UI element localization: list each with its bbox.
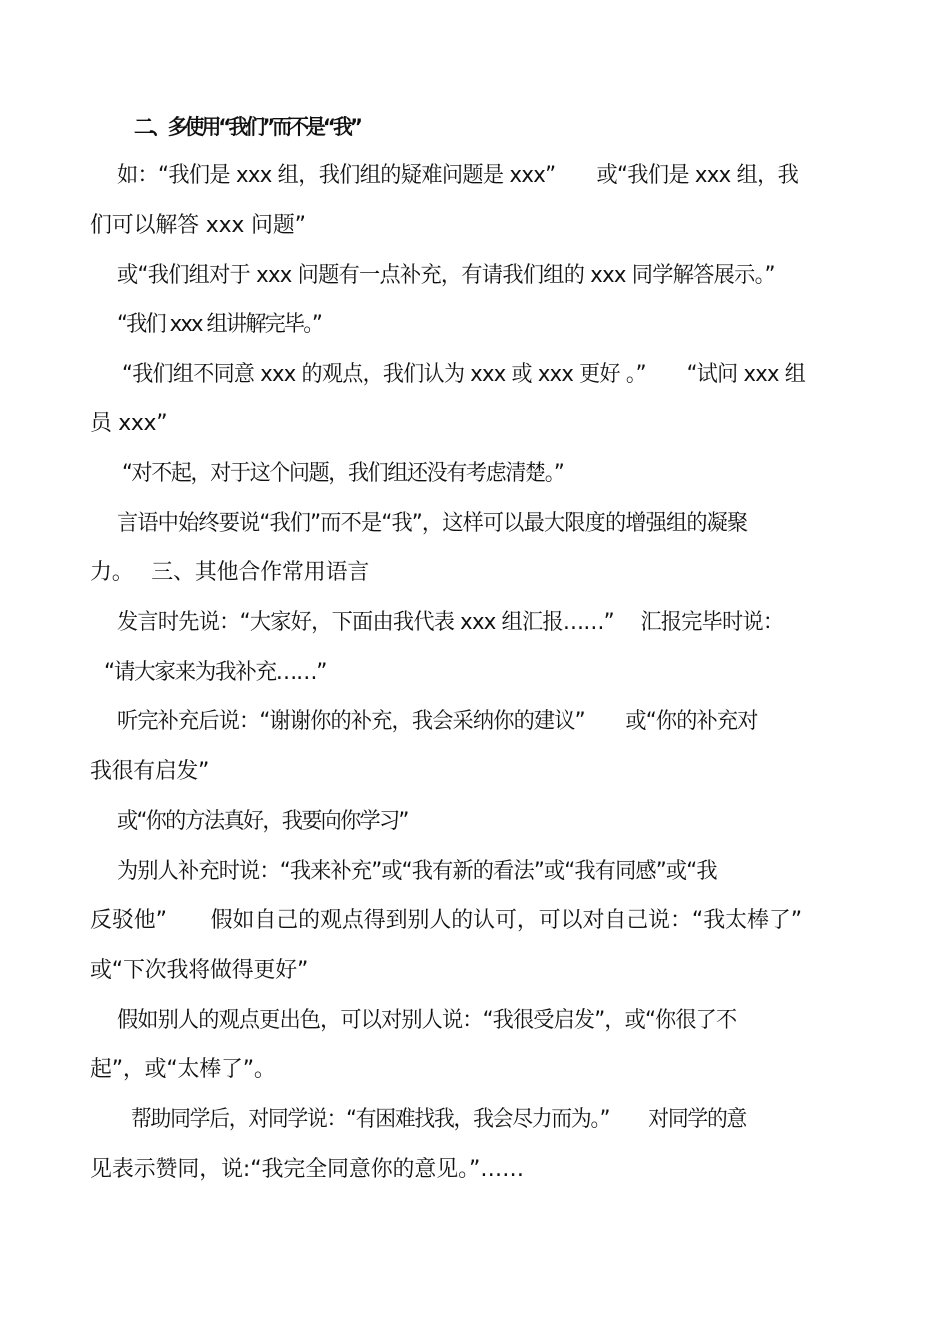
paragraph-line: 们可以解答 xxx 问题” — [90, 213, 306, 238]
paragraph-line: 员 xxx” — [90, 411, 168, 436]
paragraph-line: 言语中始终要说“我们”而不是“我”，这样可以最大限度的增强组的凝聚 — [117, 511, 748, 536]
paragraph-line: 我很有启发” — [90, 759, 210, 784]
paragraph-line: “我们组不同意 xxx 的观点，我们认为 xxx 或 xxx 更好 。” “试问 xxx 组 — [122, 362, 806, 387]
paragraph-line: 见表示赞同，说:“我完全同意你的意见。”…… — [90, 1157, 524, 1182]
paragraph-line: “对不起，对于这个问题，我们组还没有考虑清楚。” — [122, 461, 564, 486]
paragraph-line: 或“下次我将做得更好” — [90, 958, 309, 983]
paragraph-line: “我们 xxx 组讲解完毕。” — [117, 312, 322, 337]
paragraph-line: 起”，或“太棒了”。 — [90, 1057, 276, 1082]
paragraph-line: 或“我们组对于 xxx 问题有一点补充，有请我们组的 xxx 同学解答展示。” — [117, 263, 775, 288]
paragraph-line: 为别人补充时说：“我来补充”或“我有新的看法”或“我有同感”或“我 — [117, 859, 717, 884]
paragraph-line: 听完补充后说：“谢谢你的补充，我会采纳你的建议” 或“你的补充对 — [117, 709, 758, 734]
paragraph-line: 帮助同学后，对同学说：“有困难找我，我会尽力而为。” 对同学的意 — [131, 1107, 747, 1132]
paragraph-line: 假如别人的观点更出色，可以对别人说：“我很受启发”，或“你很了不 — [117, 1008, 737, 1033]
section-heading: 二、多使用“我们”而不是“我” — [134, 115, 360, 139]
paragraph-line: 发言时先说：“大家好，下面由我代表 xxx 组汇报……” 汇报完毕时说： — [117, 610, 784, 635]
paragraph-line: 如：“我们是 xxx 组，我们组的疑难问题是 xxx” 或“我们是 xxx 组，我 — [117, 163, 799, 188]
paragraph-line: 力。 三、其他合作常用语言 — [90, 560, 370, 585]
paragraph-line: 或“你的方法真好，我要向你学习” — [117, 809, 408, 834]
paragraph-line: 反驳他” 假如自己的观点得到别人的认可，可以对自己说：“我太棒了” — [90, 908, 803, 933]
paragraph-line: “请大家来为我补充……” — [104, 660, 327, 685]
